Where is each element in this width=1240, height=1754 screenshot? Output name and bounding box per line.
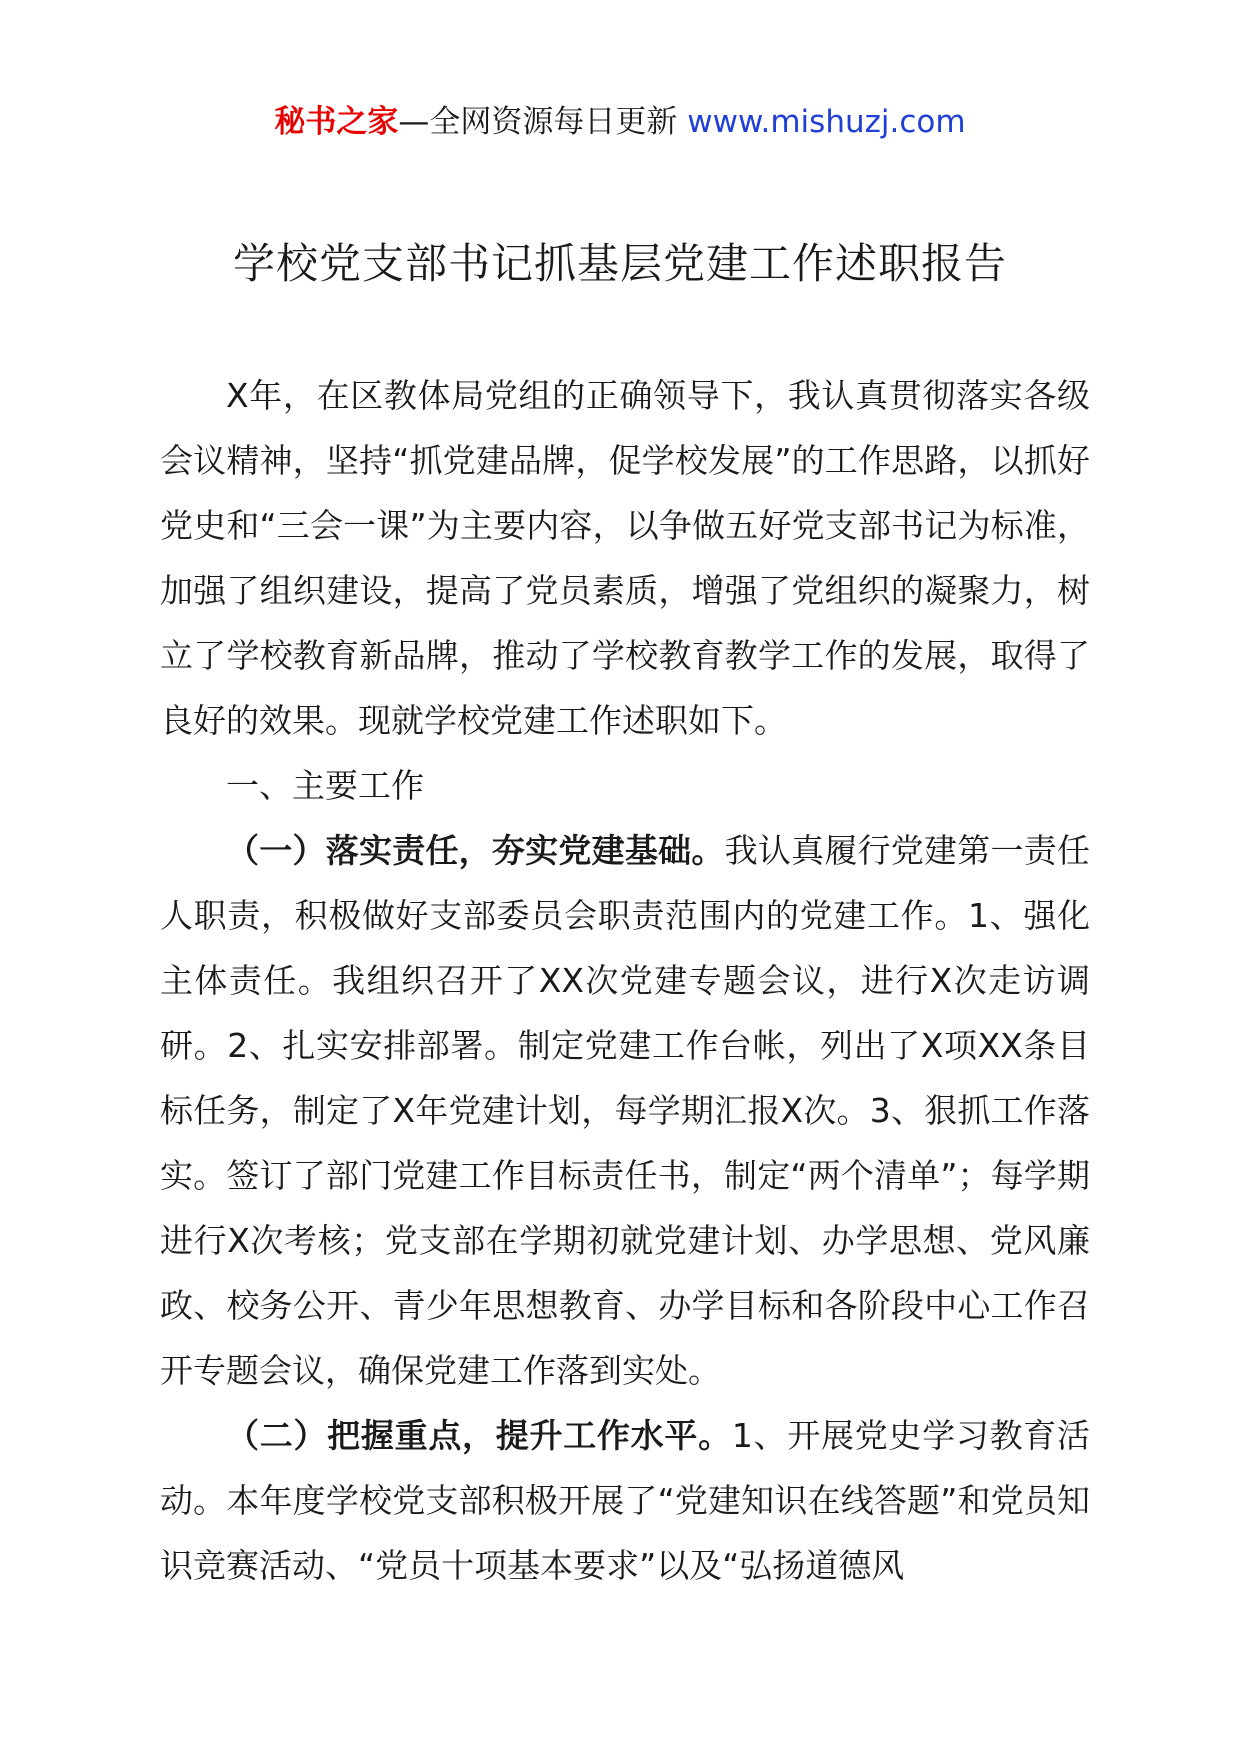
site-brand: 秘书之家 — [274, 104, 399, 140]
item-1-paragraph — [160, 818, 1090, 1403]
document-body — [160, 363, 1090, 1598]
item-2-paragraph — [160, 1403, 1090, 1598]
site-tagline: —全网资源每日更新 — [398, 104, 678, 140]
item-2-heading: （二）把握重点，提升工作水平。 — [226, 1416, 732, 1455]
item-2-body: 1、开展党史学习教育活动。本年度学校党支部积极开展了“党建知识在线答题”和党员知识竞赛活动、“党员十项基本要求”以及“弘扬道德风 — [160, 1416, 1091, 1585]
item-1-body: 我认真履行党建第一责任人职责，积极做好支部委员会职责范围内的党建工作。1、强化主体责任。我组织召开了XX次党建专题会议，进行X次走访调研。2、扎实安排部署。制定党建工作台帐，列出了X项XX条目标任务，制定了X年党建计划，每学期汇报X次。3、狠抓工作落实。签订了部门党建工作目标责任书，制定“两个清单”；每学期进行X次考核；党支部在学期初就党建计划、办学思想、党风廉政、校务公开、青少年思想教育、办学目标和各阶段中心工作召开专题会议，确保党建工作落到实处。 — [160, 831, 1091, 1390]
item-1-heading: （一）落实责任，夯实党建基础。 — [226, 831, 725, 870]
section-heading-main-work: 一、主要工作 — [226, 766, 424, 805]
intro-paragraph: X年，在区教体局党组的正确领导下，我认真贯彻落实各级会议精神，坚持“抓党建品牌，促学校发展”的工作思路，以抓好党史和“三会一课”为主要内容，以争做五好党支部书记为标准，加强了组织建设，提高了党员素质，增强了党组织的凝聚力，树立了学校教育新品牌，推动了学校教育教学工作的发展，取得了良好的效果。现就学校党建工作述职如下。 — [160, 376, 1090, 740]
site-url-link[interactable]: www.mishuzj.com — [687, 104, 966, 140]
document-title: 学校党支部书记抓基层党建工作述职报告 — [232, 239, 1007, 288]
site-header — [0, 100, 1240, 144]
